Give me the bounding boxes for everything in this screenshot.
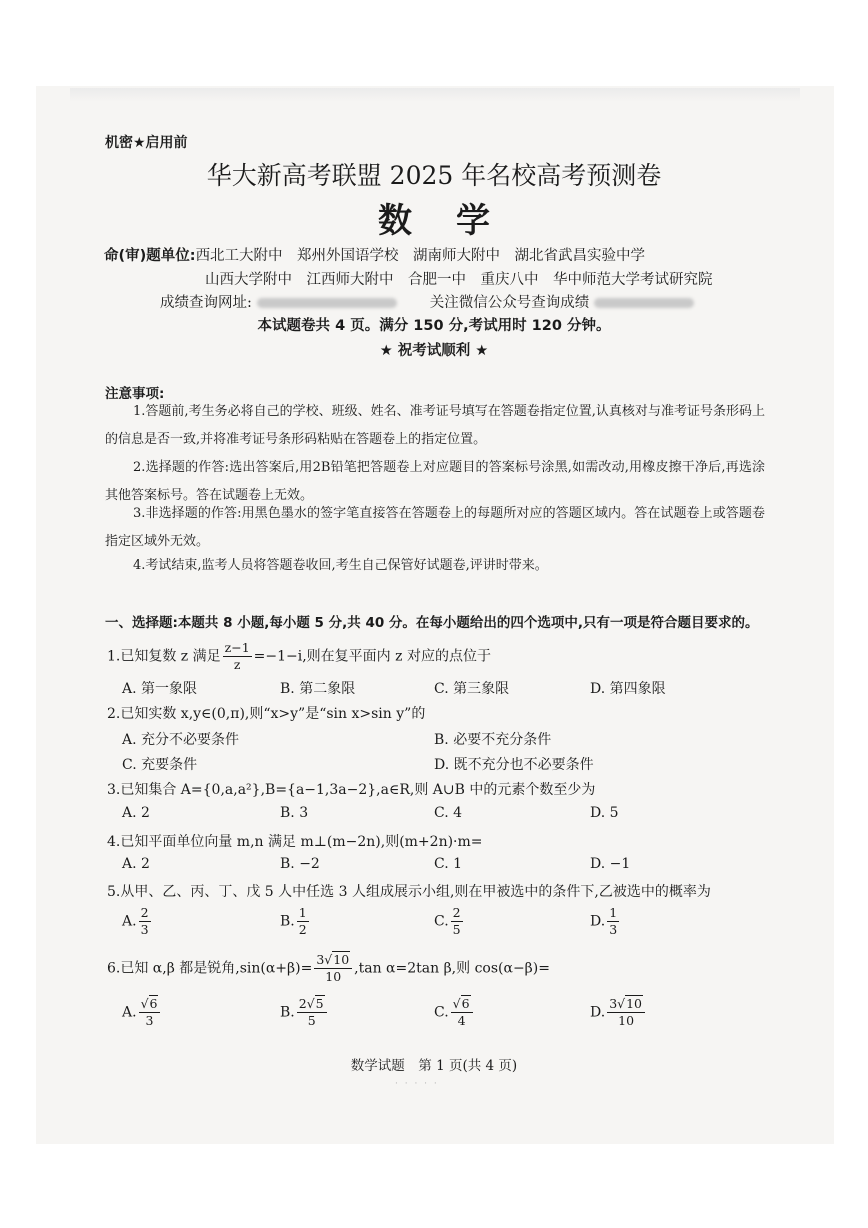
q6-frac-num: 3√10 (314, 952, 352, 969)
question-5-stem: 5.从甲、乙、丙、丁、戊 5 人中任选 3 人组成展示小组,则在甲被选中的条件下,乙被选中的概率为 (107, 884, 711, 900)
q6-option-c[interactable] (434, 996, 475, 1029)
note-item: 2.选择题的作答:选出答案后,用2B铅笔把答题卷上对应题目的答案标号涂黑,如需改动,用橡皮擦干净后,再选涂其他答案标号。答在试题卷上无效。 (105, 460, 765, 503)
q6-b-coef: 2 (298, 996, 307, 1011)
q6-d-letter: D. (590, 1004, 606, 1021)
q6-b-rad: 5 (315, 996, 324, 1011)
q5-b-den: 2 (298, 922, 307, 937)
q2-option-a[interactable]: A. 充分不必要条件 (122, 732, 240, 748)
q5-a-letter: A. (122, 913, 137, 930)
q4-option-c[interactable]: C. 1 (434, 856, 463, 872)
q5-option-b[interactable] (280, 905, 311, 938)
q3-option-c[interactable]: C. 4 (434, 805, 463, 821)
units-line-2: 山西大学附中 江西师大附中 合肥一中 重庆八中 华中师范大学考试研究院 (205, 272, 713, 288)
q6-a-num: √6 (139, 996, 161, 1013)
note-item: 4.考试结束,监考人员将答题卷收回,考生自己保管好试题卷,评讲时带来。 (133, 558, 548, 573)
q3-option-a[interactable]: A. 2 (122, 805, 150, 821)
q5-b-fraction (297, 905, 309, 938)
q4-option-a[interactable]: A. 2 (122, 856, 150, 872)
blurred-account (594, 298, 694, 308)
q6-a-letter: A. (122, 1004, 137, 1021)
blurred-url (257, 298, 397, 308)
q1-fraction (223, 640, 252, 673)
section-heading: 一、选择题:本题共 8 小题,每小题 5 分,共 40 分。在每小题给出的四个选项中,只有一项是符合题目要求的。 (105, 615, 759, 631)
q6-option-b[interactable] (280, 996, 329, 1029)
q5-b-letter: B. (280, 913, 295, 930)
q2-option-c[interactable]: C. 充要条件 (122, 757, 198, 773)
q1-post: =−1−i,则在复平面内 z 对应的点位于 (253, 648, 491, 665)
q1-option-a[interactable]: A. 第一象限 (122, 681, 198, 697)
exam-info: 本试题卷共 4 页。满分 150 分,考试用时 120 分钟。 (257, 318, 611, 334)
q5-a-den: 3 (140, 922, 149, 937)
units-list-1: 西北工大附中 郑州外国语学校 湖南师大附中 湖北省武昌实验中学 (195, 248, 646, 264)
q6-post: ,tan α=2tan β,则 cos(α−β)= (354, 960, 550, 977)
q4-option-b[interactable]: B. −2 (280, 856, 320, 872)
q6-fraction (314, 952, 352, 985)
q1-pre: 1.已知复数 z 满足 (107, 648, 221, 665)
question-6-stem (107, 952, 550, 985)
q6-c-fraction (451, 996, 473, 1029)
q5-d-den: 3 (609, 922, 618, 937)
q5-d-letter: D. (590, 913, 606, 930)
q6-c-num: √6 (451, 996, 473, 1013)
q5-option-c[interactable] (434, 905, 465, 938)
question-4-stem: 4.已知平面单位向量 m,n 满足 m⊥(m−2n),则(m+2n)·m= (107, 834, 483, 850)
q6-pre: 6.已知 α,β 都是锐角,sin(α+β)= (107, 960, 313, 977)
confidential-mark: 机密★启用前 (105, 135, 188, 151)
q5-option-a[interactable] (122, 905, 153, 938)
note-item: 3.非选择题的作答:用黑色墨水的签字笔直接答在答题卷上的每题所对应的答题区域内。答在试题卷上或答题卷指定区域外无效。 (105, 506, 765, 549)
q5-d-fraction (607, 905, 619, 938)
q2-option-b[interactable]: B. 必要不充分条件 (434, 732, 552, 748)
q1-option-d[interactable]: D. 第四象限 (590, 681, 666, 697)
units-line-1 (104, 244, 645, 265)
question-3-stem: 3.已知集合 A={0,a,a²},B={a−1,3a−2},a∈R,则 A∪B 中的元素个数至少为 (107, 782, 596, 798)
q5-c-fraction (451, 905, 463, 938)
q1-option-b[interactable]: B. 第二象限 (280, 681, 356, 697)
q6-c-letter: C. (434, 1004, 449, 1021)
q5-c-num: 2 (452, 905, 461, 920)
q4-option-d[interactable]: D. −1 (590, 856, 631, 872)
q6-b-den: 5 (307, 1013, 316, 1028)
exam-title: 华大新高考联盟 2025 年名校高考预测卷 (206, 161, 662, 190)
q6-a-fraction (139, 996, 161, 1029)
good-luck: ★ 祝考试顺利 ★ (379, 343, 489, 359)
q6-d-rad: 10 (626, 996, 643, 1011)
q6-frac-den: 10 (325, 969, 342, 984)
query-label: 成绩查询网址: (160, 295, 252, 311)
query-line (160, 291, 694, 312)
q1-frac-num: z−1 (224, 640, 250, 655)
q1-option-c[interactable]: C. 第三象限 (434, 681, 510, 697)
q6-a-den: 3 (145, 1013, 154, 1028)
notes-heading: 注意事项: (105, 386, 165, 402)
q5-c-den: 5 (452, 922, 461, 937)
scan-speckle: · · · · · (395, 1079, 439, 1089)
subject-title: 数学 (378, 201, 534, 241)
q5-c-letter: C. (434, 913, 449, 930)
scan-shadow (70, 88, 800, 102)
q6-c-rad: 6 (461, 996, 470, 1011)
q6-d-num: 3√10 (607, 996, 645, 1013)
q6-b-letter: B. (280, 1004, 295, 1021)
q6-d-fraction (607, 996, 645, 1029)
q2-option-d[interactable]: D. 既不充分也不必要条件 (434, 757, 594, 773)
q5-option-d[interactable] (590, 905, 621, 938)
note-item: 1.答题前,考生务必将自己的学校、班级、姓名、准考证号填写在答题卷指定位置,认真核对与准考证号条形码上的信息是否一致,并将准考证号条形码粘贴在答题卷上的指定位置。 (105, 404, 765, 447)
question-1-stem (107, 640, 491, 673)
q6-a-rad: 6 (149, 996, 158, 1011)
q6-option-a[interactable] (122, 996, 162, 1029)
q3-option-b[interactable]: B. 3 (280, 805, 309, 821)
q6-d-coef: 3 (609, 996, 618, 1011)
q6-frac-rad: 10 (333, 952, 350, 967)
q6-b-fraction (297, 996, 327, 1029)
q6-option-d[interactable] (590, 996, 647, 1029)
q6-frac-coef: 3 (316, 952, 325, 967)
units-label: 命(审)题单位: (104, 248, 196, 264)
q6-c-den: 4 (457, 1013, 466, 1028)
q5-d-num: 1 (609, 905, 618, 920)
wechat-text: 关注微信公众号查询成绩 (429, 295, 590, 311)
q5-a-num: 2 (140, 905, 149, 920)
q1-frac-den: z (233, 657, 241, 672)
q6-b-num: 2√5 (297, 996, 327, 1013)
question-2-stem: 2.已知实数 x,y∈(0,π),则“x>y”是“sin x>sin y”的 (107, 706, 426, 722)
q5-b-num: 1 (298, 905, 307, 920)
q5-a-fraction (139, 905, 151, 938)
page-footer: 数学试题 第 1 页(共 4 页) (350, 1058, 518, 1074)
q3-option-d[interactable]: D. 5 (590, 805, 619, 821)
q6-d-den: 10 (618, 1013, 635, 1028)
